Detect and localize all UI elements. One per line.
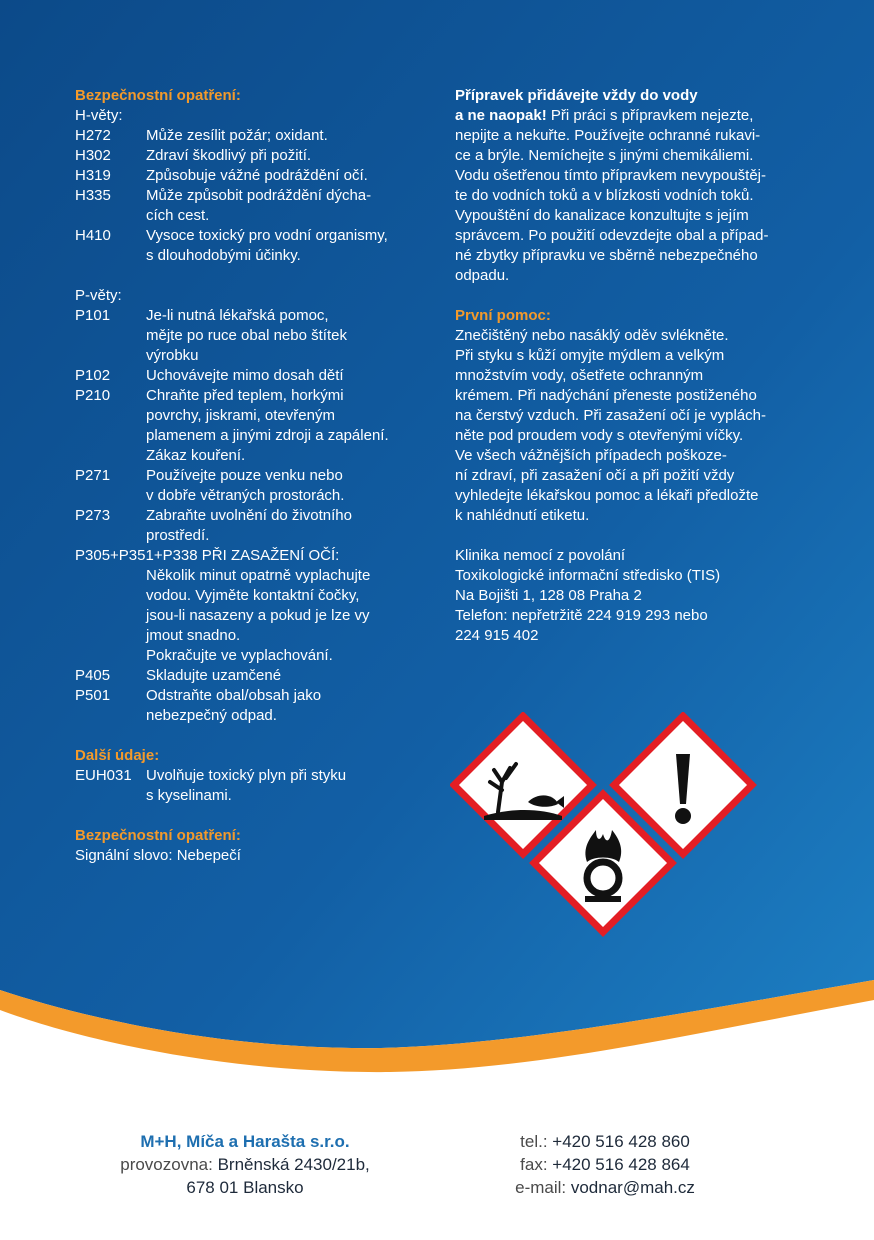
p-sentence-text: Chraňte před teplem, horkými povrchy, jiskrami, otevřeným plamenem a jinými zdroji a zapálení. Zákaz kouření. <box>146 387 389 464</box>
footer-company <box>85 1130 405 1199</box>
email-label: e-mail: <box>515 1178 571 1197</box>
p-sentences-list-2 <box>75 666 435 726</box>
tel-line <box>470 1130 740 1153</box>
intro-text: Při práci s přípravkem nejezte, nepijte a nekuřte. Používejte ochranné rukavi- ce a brýle. Nemíchejte s jinými chemikáliemi. Vodu ošetřenou tímto přípravkem nevypouštěj- te do vodních toků a v blízkosti vodních toků. Vypouštění do kanalizace konzultujte s jejím správcem. Po použití odevzdejte obal a případ- né zbytky přípravku ve sběrně nebezpečného odpadu. <box>455 107 769 284</box>
first-aid-text: Znečištěný nebo nasáklý oděv svlékněte. Při styku s kůží omyjte mýdlem a velkým množstvím vody, ošetřete ochranným krémem. Při nadýchání přeneste postiženého na čerstvý vzduch. Při zasažení očí je vyplách- něte pod proudem vody s otevřenými víčky. Ve všech vážnějších případech poškoze- ní zdraví, při zasažení očí a při požití vždy vyhledejte lékařskou pomoc a lékaři předložte k nahlédnutí etiketu. <box>455 327 766 524</box>
h-sentence-code: H335 <box>75 187 111 204</box>
intro-bold: Přípravek přidávejte vždy do vody a ne naopak! <box>455 87 698 124</box>
p-sentence-text: Uchovávejte mimo dosah dětí <box>146 367 344 384</box>
other-info-text: Uvolňuje toxický plyn při styku s kyselinami. <box>146 767 347 804</box>
other-info-row <box>75 766 435 806</box>
p-sentence-code: P210 <box>75 387 111 404</box>
h-sentence-row <box>75 146 435 166</box>
p-sentence-text: Používejte pouze venku nebo v dobře větraných prostorách. <box>146 467 345 504</box>
h-sentence-row <box>75 166 435 186</box>
tel-number: +420 516 428 860 <box>552 1132 690 1151</box>
p-sentences-list <box>75 306 435 546</box>
email-line <box>470 1176 740 1199</box>
left-column <box>75 86 435 866</box>
h-sentence-code: H410 <box>75 227 111 244</box>
signal-word: Signální slovo: Nebepečí <box>75 847 241 864</box>
other-info-list <box>75 766 435 806</box>
tel-label: tel.: <box>520 1132 553 1151</box>
p-sentence-code: P405 <box>75 667 111 684</box>
p-sentence-code: P501 <box>75 687 111 704</box>
fax-line <box>470 1153 740 1176</box>
p-sentence-text: Skladujte uzamčené <box>146 667 282 684</box>
site-street: Brněnská 2430/21b, <box>217 1155 370 1174</box>
h-sentence-code: H319 <box>75 167 111 184</box>
p-sentence-row <box>75 306 435 366</box>
intro-paragraph <box>455 86 805 286</box>
h-sentence-text: Vysoce toxický pro vodní organismy, s dlouhodobými účinky. <box>146 227 388 264</box>
company-name: M+H, Míča a Harašta s.r.o. <box>140 1132 350 1151</box>
h-sentence-code: H302 <box>75 147 111 164</box>
fax-number: +420 516 428 864 <box>552 1155 690 1174</box>
h-sentence-code: H272 <box>75 127 111 144</box>
p-combo-row <box>75 566 435 666</box>
p-sentence-code: P102 <box>75 367 111 384</box>
p-sentence-row <box>75 366 435 386</box>
right-column <box>455 86 805 646</box>
p-combo-text: Několik minut opatrně vyplachujte vodou. Vyjměte kontaktní čočky, jsou-li nasazeny a pokud je lze vy jmout snadno. Pokračujte ve vyplachování. <box>146 567 371 664</box>
p-sentence-text: Je-li nutná lékařská pomoc, mějte po ruce obal nebo štítek výrobku <box>146 307 347 364</box>
h-sentence-text: Zdraví škodlivý při požití. <box>146 147 312 164</box>
p-sentence-row <box>75 466 435 506</box>
p-sentence-row <box>75 386 435 466</box>
p-sentence-text: Odstraňte obal/obsah jako nebezpečný odpad. <box>146 687 322 724</box>
p-sentence-row <box>75 506 435 546</box>
other-info-heading: Další údaje: <box>75 747 160 764</box>
site-city: 678 01 Blansko <box>186 1178 304 1197</box>
p-combo-heading: P305+P351+P338 PŘI ZASAŽENÍ OČÍ: <box>75 547 340 564</box>
footer-contacts <box>470 1130 740 1199</box>
p-sentence-text: Zabraňte uvolnění do životního prostředí. <box>146 507 352 544</box>
site-label: provozovna: <box>120 1155 218 1174</box>
h-section-heading: Bezpečnostní opatření: <box>75 87 241 104</box>
h-sentence-text: Může zesílit požár; oxidant. <box>146 127 328 144</box>
p-sentence-code: P101 <box>75 307 111 324</box>
signal-heading: Bezpečnostní opatření: <box>75 827 241 844</box>
h-sentence-text: Způsobuje vážné podráždění očí. <box>146 167 368 184</box>
clinic-contact: Klinika nemocí z povolání Toxikologické informační středisko (TIS) Na Bojišti 1, 128 08 Praha 2 Telefon: nepřetržitě 224 919 293 nebo 224 915 402 <box>455 547 721 644</box>
p-sentence-row <box>75 666 435 686</box>
h-sentences-label: H-věty: <box>75 107 123 124</box>
h-sentence-row <box>75 186 435 226</box>
other-info-code: EUH031 <box>75 767 132 784</box>
first-aid-heading: První pomoc: <box>455 307 551 324</box>
p-sentence-code: P271 <box>75 467 111 484</box>
p-sentence-row <box>75 686 435 726</box>
email-address[interactable]: vodnar@mah.cz <box>570 1178 695 1197</box>
h-sentences-list <box>75 126 435 266</box>
fax-label: fax: <box>520 1155 553 1174</box>
p-sentences-label: P-věty: <box>75 287 122 304</box>
h-sentence-row <box>75 126 435 146</box>
h-sentence-text: Může způsobit podráždění dýcha- cích cest. <box>146 187 372 224</box>
p-sentence-code: P273 <box>75 507 111 524</box>
hazard-pictograms <box>450 712 760 937</box>
h-sentence-row <box>75 226 435 266</box>
site-address <box>85 1153 405 1176</box>
